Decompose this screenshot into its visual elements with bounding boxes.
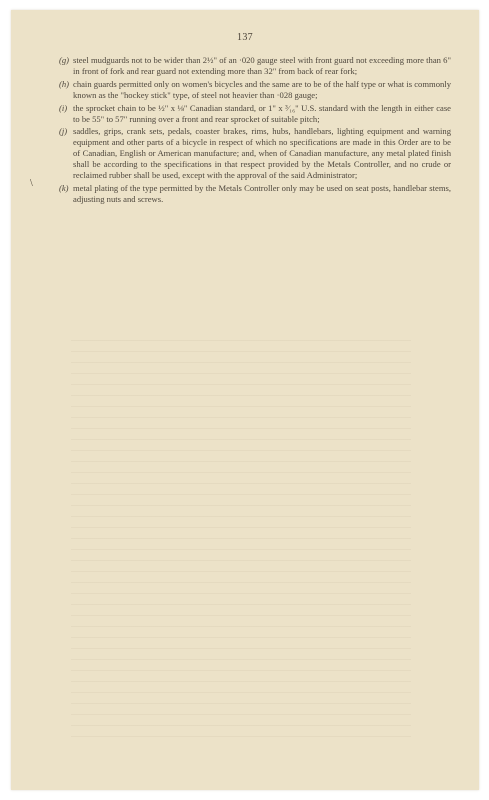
clause-text: steel mudguards not to be wider than 2½" of an ·020 gauge steel with front guard not exceeding more than 6" in front of fork and rear guard not extending more than 32" from back of rear fork; [73, 55, 451, 76]
clause-marker: (j) [59, 126, 68, 137]
clause-h [59, 79, 451, 101]
clause-j [59, 126, 451, 181]
clause-marker: (h) [59, 78, 70, 89]
clause-g [59, 55, 451, 77]
clause-i [59, 103, 451, 125]
clause-list [59, 55, 451, 207]
clause-k [59, 183, 451, 205]
page-number: 137 [237, 32, 253, 43]
document-page [11, 10, 479, 790]
clause-text: the sprocket chain to be ½" x ⅛" Canadian standard, or 1" x ³⁄₁₆" U.S. standard with the length in either case to be 55" to 57" running over a front and rear sprocket of suitable pitch; [73, 102, 451, 124]
bleed-through-texture [71, 340, 411, 740]
clause-marker: (i) [59, 102, 68, 113]
clause-text: saddles, grips, crank sets, pedals, coaster brakes, rims, hubs, handlebars, lighting equipment and warning equipment and other parts of a bicycle in respect of which no specifications are made in this Order are to be of Canadian, English or American manufacture; and, when of Canadian manufacture, any metal plated finish shall be according to the specifications in that respect provided by the Metals Controller, and no crude or reclaimed rubber shall be used, except with the approval of the said Administrator; [73, 126, 451, 181]
clause-text: metal plating of the type permitted by the Metals Controller only may be used on seat posts, handlebar stems, adjusting nuts and screws. [73, 182, 451, 204]
margin-mark: \ [30, 178, 33, 189]
clause-text: chain guards permitted only on women's bicycles and the same are to be of the half type or what is commonly known as the "hockey stick" type, of steel not heavier than ·028 gauge; [73, 78, 451, 100]
clause-marker: (k) [59, 182, 69, 193]
clause-marker: (g) [59, 55, 70, 65]
